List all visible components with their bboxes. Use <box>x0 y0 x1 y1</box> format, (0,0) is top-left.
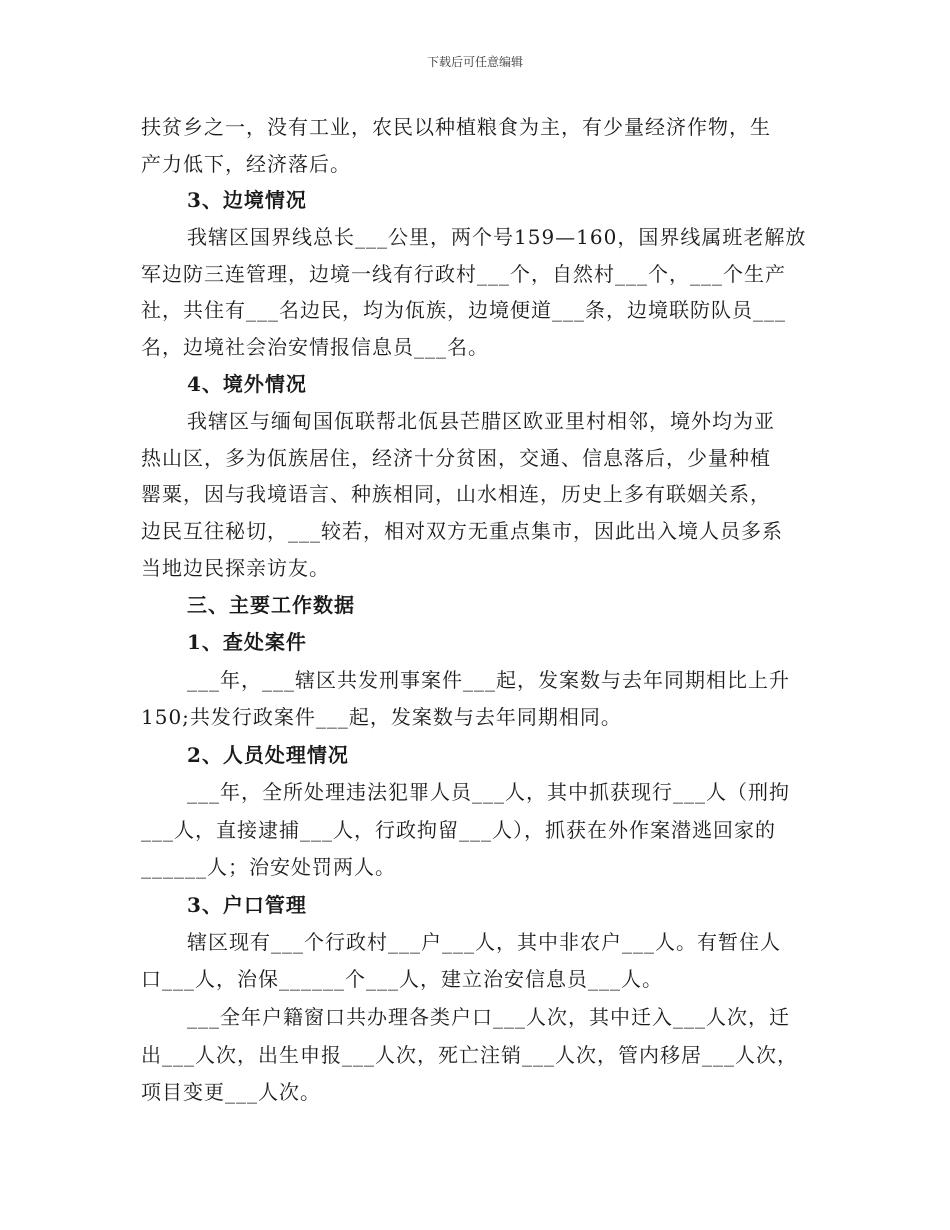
paragraph-line: 150;共发行政案件___起，发案数与去年同期相同。 <box>141 705 622 729</box>
paragraph-line: 军边防三连管理，边境一线有行政村___个，自然村___个，___个生产 <box>141 262 786 286</box>
paragraph-line: 我辖区国界线总长___公里，两个号159—160，国界线属班老解放 <box>187 225 807 249</box>
section-heading: 4、境外情况 <box>187 372 307 396</box>
paragraph-line: 我辖区与缅甸国佤联帮北佤县芒腊区欧亚里村相邻，境外均为亚 <box>187 409 775 433</box>
paragraph-line: 项目变更___人次。 <box>141 1080 321 1104</box>
paragraph-line: 出___人次，出生申报___人次，死亡注销___人次，管内移居___人次， <box>141 1043 798 1067</box>
paragraph-line: 当地边民探亲访友。 <box>141 556 330 580</box>
paragraph-line: 扶贫乡之一，没有工业，农民以种植粮食为主，有少量经济作物，生 <box>141 115 771 139</box>
paragraph-line: ______人；治安处罚两人。 <box>141 855 396 879</box>
paragraph-line: 口___人，治保______个___人，建立治安信息员___人。 <box>141 967 663 991</box>
paragraph-line: ___全年户籍窗口共办理各类户口___人次，其中迁入___人次，迁 <box>187 1005 790 1029</box>
paragraph-line: ___人，直接逮捕___人，行政拘留___人），抓获在外作案潜逃回家的 <box>141 818 776 842</box>
paragraph-line: 边民互往秘切，___较若，相对双方无重点集市，因此出入境人员多系 <box>141 519 783 543</box>
paragraph-line: 产力低下，经济落后。 <box>141 152 351 176</box>
paragraph-line: ___年，___辖区共发刑事案件___起，发案数与去年同期相比上升 <box>187 668 790 692</box>
paragraph-line: 热山区，多为佤族居住，经济十分贫困，交通、信息落后，少量种植 <box>141 446 771 470</box>
section-heading: 1、查处案件 <box>187 630 307 654</box>
section-heading: 3、边境情况 <box>187 188 307 212</box>
paragraph-line: 名，边境社会治安情报信息员___名。 <box>141 335 489 359</box>
section-heading: 2、人员处理情况 <box>187 743 349 767</box>
section-heading: 3、户口管理 <box>187 893 307 917</box>
paragraph-line: ___年，全所处理违法犯罪人员___人，其中抓获现行___人（刑拘 <box>187 780 790 804</box>
paragraph-line: 罂粟，因与我境语言、种族相同，山水相连，历史上多有联姻关系， <box>141 482 771 506</box>
paragraph-line: 辖区现有___个行政村___户___人，其中非农户___人。有暂住人 <box>187 930 781 954</box>
section-heading: 三、主要工作数据 <box>187 593 355 617</box>
page-header: 下载后可任意编辑 <box>426 55 523 69</box>
paragraph-line: 社，共住有___名边民，均为佤族，边境便道___条，边境联防队员___ <box>141 298 786 322</box>
